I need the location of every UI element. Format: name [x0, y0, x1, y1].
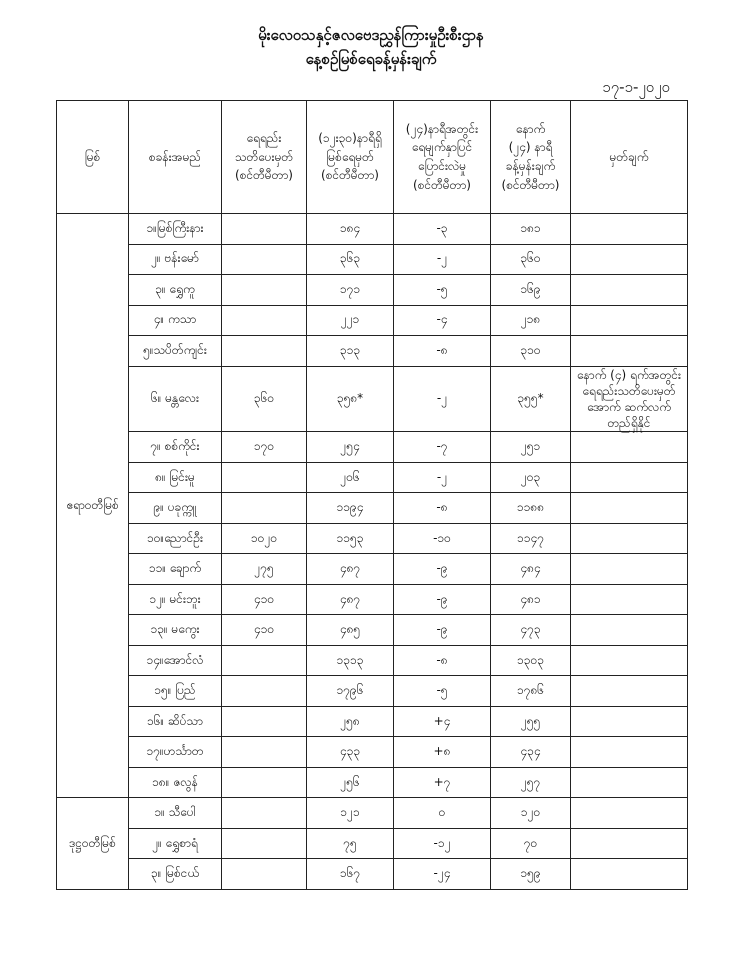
remark-cell: [571, 798, 688, 829]
table-row: [57, 493, 688, 524]
table-row: [57, 676, 688, 707]
danger-cell: [222, 798, 307, 829]
header-level-line: (၁၂း၃၀)နာရီရှိ: [318, 131, 382, 146]
remark-cell: [571, 493, 688, 524]
remark-cell: [571, 645, 688, 676]
header-level-line: (စင်တီမီတာ): [321, 168, 379, 183]
change-cell: -၈: [394, 493, 491, 524]
table-body: [57, 214, 688, 890]
change-cell: -၂: [394, 462, 491, 493]
forecast-cell: ၁၂၀: [491, 798, 571, 829]
remark-cell: [571, 828, 688, 859]
change-cell: -၁၀: [394, 523, 491, 554]
remark-cell: [571, 554, 688, 585]
table-row: [57, 859, 688, 890]
level-cell: ၃၆၃: [307, 244, 394, 275]
forecast-cell: ၂၅၇: [491, 767, 571, 798]
station-cell: ၁၄။အောင်လံ: [129, 645, 222, 676]
station-cell: ၁။မြစ်ကြီးနား: [129, 214, 222, 245]
header-change-line: ပြောင်းလဲမှု: [417, 159, 467, 173]
level-cell: ၂၅၆: [307, 767, 394, 798]
forecast-cell: ၁၅၉: [491, 859, 571, 890]
remark-cell: [571, 432, 688, 463]
forecast-cell: ၁၁၄၇: [491, 523, 571, 554]
danger-cell: ၁၀၂၀: [222, 523, 307, 554]
level-cell: ၄၈၇: [307, 554, 394, 585]
level-cell: ၂၂၁: [307, 305, 394, 336]
level-cell: ၄၈၇: [307, 584, 394, 615]
table-row: [57, 798, 688, 829]
level-cell: ၁၈၄: [307, 214, 394, 245]
station-cell: ၇။ စစ်ကိုင်း: [129, 432, 222, 463]
table-row: [57, 523, 688, 554]
change-cell: -၁၂: [394, 828, 491, 859]
table-row: [57, 214, 688, 245]
table-row: [57, 305, 688, 336]
remark-cell: [571, 706, 688, 737]
level-cell: ၄၃၃: [307, 737, 394, 768]
remark-cell: [571, 615, 688, 646]
table-row: [57, 767, 688, 798]
danger-cell: ၄၁၀: [222, 615, 307, 646]
level-cell: ၄၈၅: [307, 615, 394, 646]
level-cell: ၁၇၉၆: [307, 676, 394, 707]
table-row: [57, 462, 688, 493]
remark-cell: [571, 767, 688, 798]
header-station: စခန်းအမည်: [129, 101, 222, 214]
station-cell: ၁၈။ ဇလွန်: [129, 767, 222, 798]
river-name-cell: ဧရာဝတီမြစ်: [57, 214, 129, 798]
danger-cell: [222, 275, 307, 306]
remark-cell: [571, 859, 688, 890]
forecast-cell: ၃၆၀: [491, 244, 571, 275]
level-cell: ၁၆၇: [307, 859, 394, 890]
level-cell: ၇၅: [307, 828, 394, 859]
header-forecast-line: နောက်: [515, 121, 546, 136]
station-cell: ၁၃။ မကွေး: [129, 615, 222, 646]
danger-cell: ၃၆၀: [222, 366, 307, 432]
header-danger: [222, 101, 307, 214]
header-level: [307, 101, 394, 214]
level-cell: ၁၁၅၃: [307, 523, 394, 554]
change-cell: -၂: [394, 244, 491, 275]
remark-cell: [571, 336, 688, 367]
level-cell: ၂၅၈: [307, 706, 394, 737]
danger-cell: ၂၇၅: [222, 554, 307, 585]
station-cell: ၅။သပိတ်ကျင်း: [129, 336, 222, 367]
table-row: [57, 645, 688, 676]
station-cell: ၂။ ရွှေစာရံ: [129, 828, 222, 859]
remark-cell: [571, 214, 688, 245]
table-row: [57, 554, 688, 585]
table-row: [57, 244, 688, 275]
table-row: [57, 828, 688, 859]
level-cell: ၁၂၁: [307, 798, 394, 829]
header-forecast-line: ခန့်မှန်းချက်: [505, 159, 556, 173]
header-change-line: (၂၄)နာရီအတွင်း: [405, 121, 479, 136]
danger-cell: [222, 706, 307, 737]
danger-cell: [222, 676, 307, 707]
remark-cell: [571, 305, 688, 336]
station-cell: ၈။ မြင်းမူ: [129, 462, 222, 493]
change-cell: -၅: [394, 275, 491, 306]
remark-cell: [571, 462, 688, 493]
header-change: [394, 101, 491, 214]
station-cell: ၁၇။ဟင်္သာတ: [129, 737, 222, 768]
change-cell: -၄: [394, 305, 491, 336]
danger-cell: [222, 859, 307, 890]
forecast-cell: ၄၇၃: [491, 615, 571, 646]
change-cell: -၉: [394, 615, 491, 646]
danger-cell: [222, 828, 307, 859]
header-row: [57, 101, 688, 214]
remark-cell: [571, 275, 688, 306]
level-cell: ၂၀၆: [307, 462, 394, 493]
station-cell: ၁၁။ ချောက်: [129, 554, 222, 585]
table-row: [57, 584, 688, 615]
level-cell: ၂၅၄: [307, 432, 394, 463]
danger-cell: ၄၁၀: [222, 584, 307, 615]
change-cell: -၈: [394, 336, 491, 367]
change-cell: -၂: [394, 366, 491, 432]
remark-cell: နောက် (၄) ရက်အတွင်း ရေရည်းသတိပေးမှတ်အောက် ဆက်လက်တည်ရှိနိုင်: [571, 366, 688, 432]
station-cell: ၃။ ရွှေကူ: [129, 275, 222, 306]
river-forecast-table: [56, 100, 688, 890]
station-cell: ၁။ သီပေါ: [129, 798, 222, 829]
level-cell: ၁၇၁: [307, 275, 394, 306]
danger-cell: [222, 645, 307, 676]
header-danger-line: (စင်တီမီတာ): [235, 168, 293, 183]
table-row: [57, 706, 688, 737]
danger-cell: [222, 214, 307, 245]
danger-cell: [222, 336, 307, 367]
report-title: နေ့စဉ်မြစ်ရေခန့်မှန်းချက်: [305, 50, 437, 68]
table-row: [57, 275, 688, 306]
station-cell: ၁၀။ညောင်ဦး: [129, 523, 222, 554]
danger-cell: ၁၇၀: [222, 432, 307, 463]
river-name-cell: ဒုဋ္ဌဝတီမြစ်: [57, 798, 129, 890]
change-cell: +၇: [394, 767, 491, 798]
remark-cell: [571, 523, 688, 554]
agency-title: မိုးလေဝသနှင့်ဇလဗေဒညွှန်ကြားမှုဦးစီးဌာန: [258, 26, 484, 44]
header-change-line: (စင်တီမီတာ): [413, 177, 471, 192]
forecast-cell: ၃၁၀: [491, 336, 571, 367]
forecast-cell: ၂၅၁: [491, 432, 571, 463]
forecast-cell: ၂၀၃: [491, 462, 571, 493]
header-forecast-line: (၂၄) နာရီ: [508, 140, 553, 155]
station-cell: ၁၅။ ပြည်: [129, 676, 222, 707]
remark-cell: [571, 737, 688, 768]
forecast-cell: ၄၈၄: [491, 554, 571, 585]
forecast-cell: ၁၃၀၃: [491, 645, 571, 676]
change-cell: -၅: [394, 676, 491, 707]
forecast-cell: ၁၇၈၆: [491, 676, 571, 707]
danger-cell: [222, 493, 307, 524]
level-cell: ၁၃၁၃: [307, 645, 394, 676]
forecast-cell: ၂၁၈: [491, 305, 571, 336]
header-change-line: ရေမျက်နှာပြင်: [411, 140, 473, 155]
forecast-cell: ၁၆၉: [491, 275, 571, 306]
change-cell: -၃: [394, 214, 491, 245]
forecast-cell: ၁၈၁: [491, 214, 571, 245]
station-cell: ၆။ မန္တလေး: [129, 366, 222, 432]
level-cell: ၁၁၉၄: [307, 493, 394, 524]
header-forecast-line: (စင်တီမီတာ): [501, 177, 560, 192]
station-cell: ၃။ မြစ်ငယ်: [129, 859, 222, 890]
change-cell: -၈: [394, 645, 491, 676]
change-cell: -၂၄: [394, 859, 491, 890]
change-cell: -၉: [394, 554, 491, 585]
table-row: [57, 366, 688, 432]
forecast-cell: ၄၃၄: [491, 737, 571, 768]
danger-cell: [222, 305, 307, 336]
table-row: [57, 737, 688, 768]
change-cell: ၀: [394, 798, 491, 829]
change-cell: +၄: [394, 706, 491, 737]
level-cell: ၃၅၈*: [307, 366, 394, 432]
header-river: မြစ်: [57, 101, 129, 214]
table-row: [57, 432, 688, 463]
table-row: [57, 336, 688, 367]
station-cell: ၁၂။ မင်းဘူး: [129, 584, 222, 615]
report-date: ၁၇-၁-၂၀၂၀: [602, 78, 670, 96]
station-cell: ၂။ ဗန်းမော်: [129, 244, 222, 275]
change-cell: +၈: [394, 737, 491, 768]
change-cell: -၇: [394, 432, 491, 463]
danger-cell: [222, 767, 307, 798]
change-cell: -၉: [394, 584, 491, 615]
remark-cell: [571, 244, 688, 275]
station-cell: ၉။ ပခုက္ကူ: [129, 493, 222, 524]
danger-cell: [222, 737, 307, 768]
station-cell: ၄။ ကသာ: [129, 305, 222, 336]
table-row: [57, 615, 688, 646]
header-remark: မှတ်ချက်: [571, 101, 688, 214]
forecast-cell: ၇၀: [491, 828, 571, 859]
forecast-cell: ၄၈၁: [491, 584, 571, 615]
danger-cell: [222, 462, 307, 493]
forecast-cell: ၃၅၅*: [491, 366, 571, 432]
forecast-cell: ၁၁၈၈: [491, 493, 571, 524]
remark-cell: [571, 676, 688, 707]
remark-cell: [571, 584, 688, 615]
danger-cell: [222, 244, 307, 275]
forecast-cell: ၂၅၅: [491, 706, 571, 737]
level-cell: ၃၁၃: [307, 336, 394, 367]
station-cell: ၁၆။ ဆိပ်သာ: [129, 706, 222, 737]
header-level-line: မြစ်ရေမှတ်: [326, 149, 374, 164]
header-forecast: [491, 101, 571, 214]
header-danger-line: သတိပေးမှတ်: [234, 149, 294, 164]
header-danger-line: ရေရည်း: [246, 131, 282, 146]
